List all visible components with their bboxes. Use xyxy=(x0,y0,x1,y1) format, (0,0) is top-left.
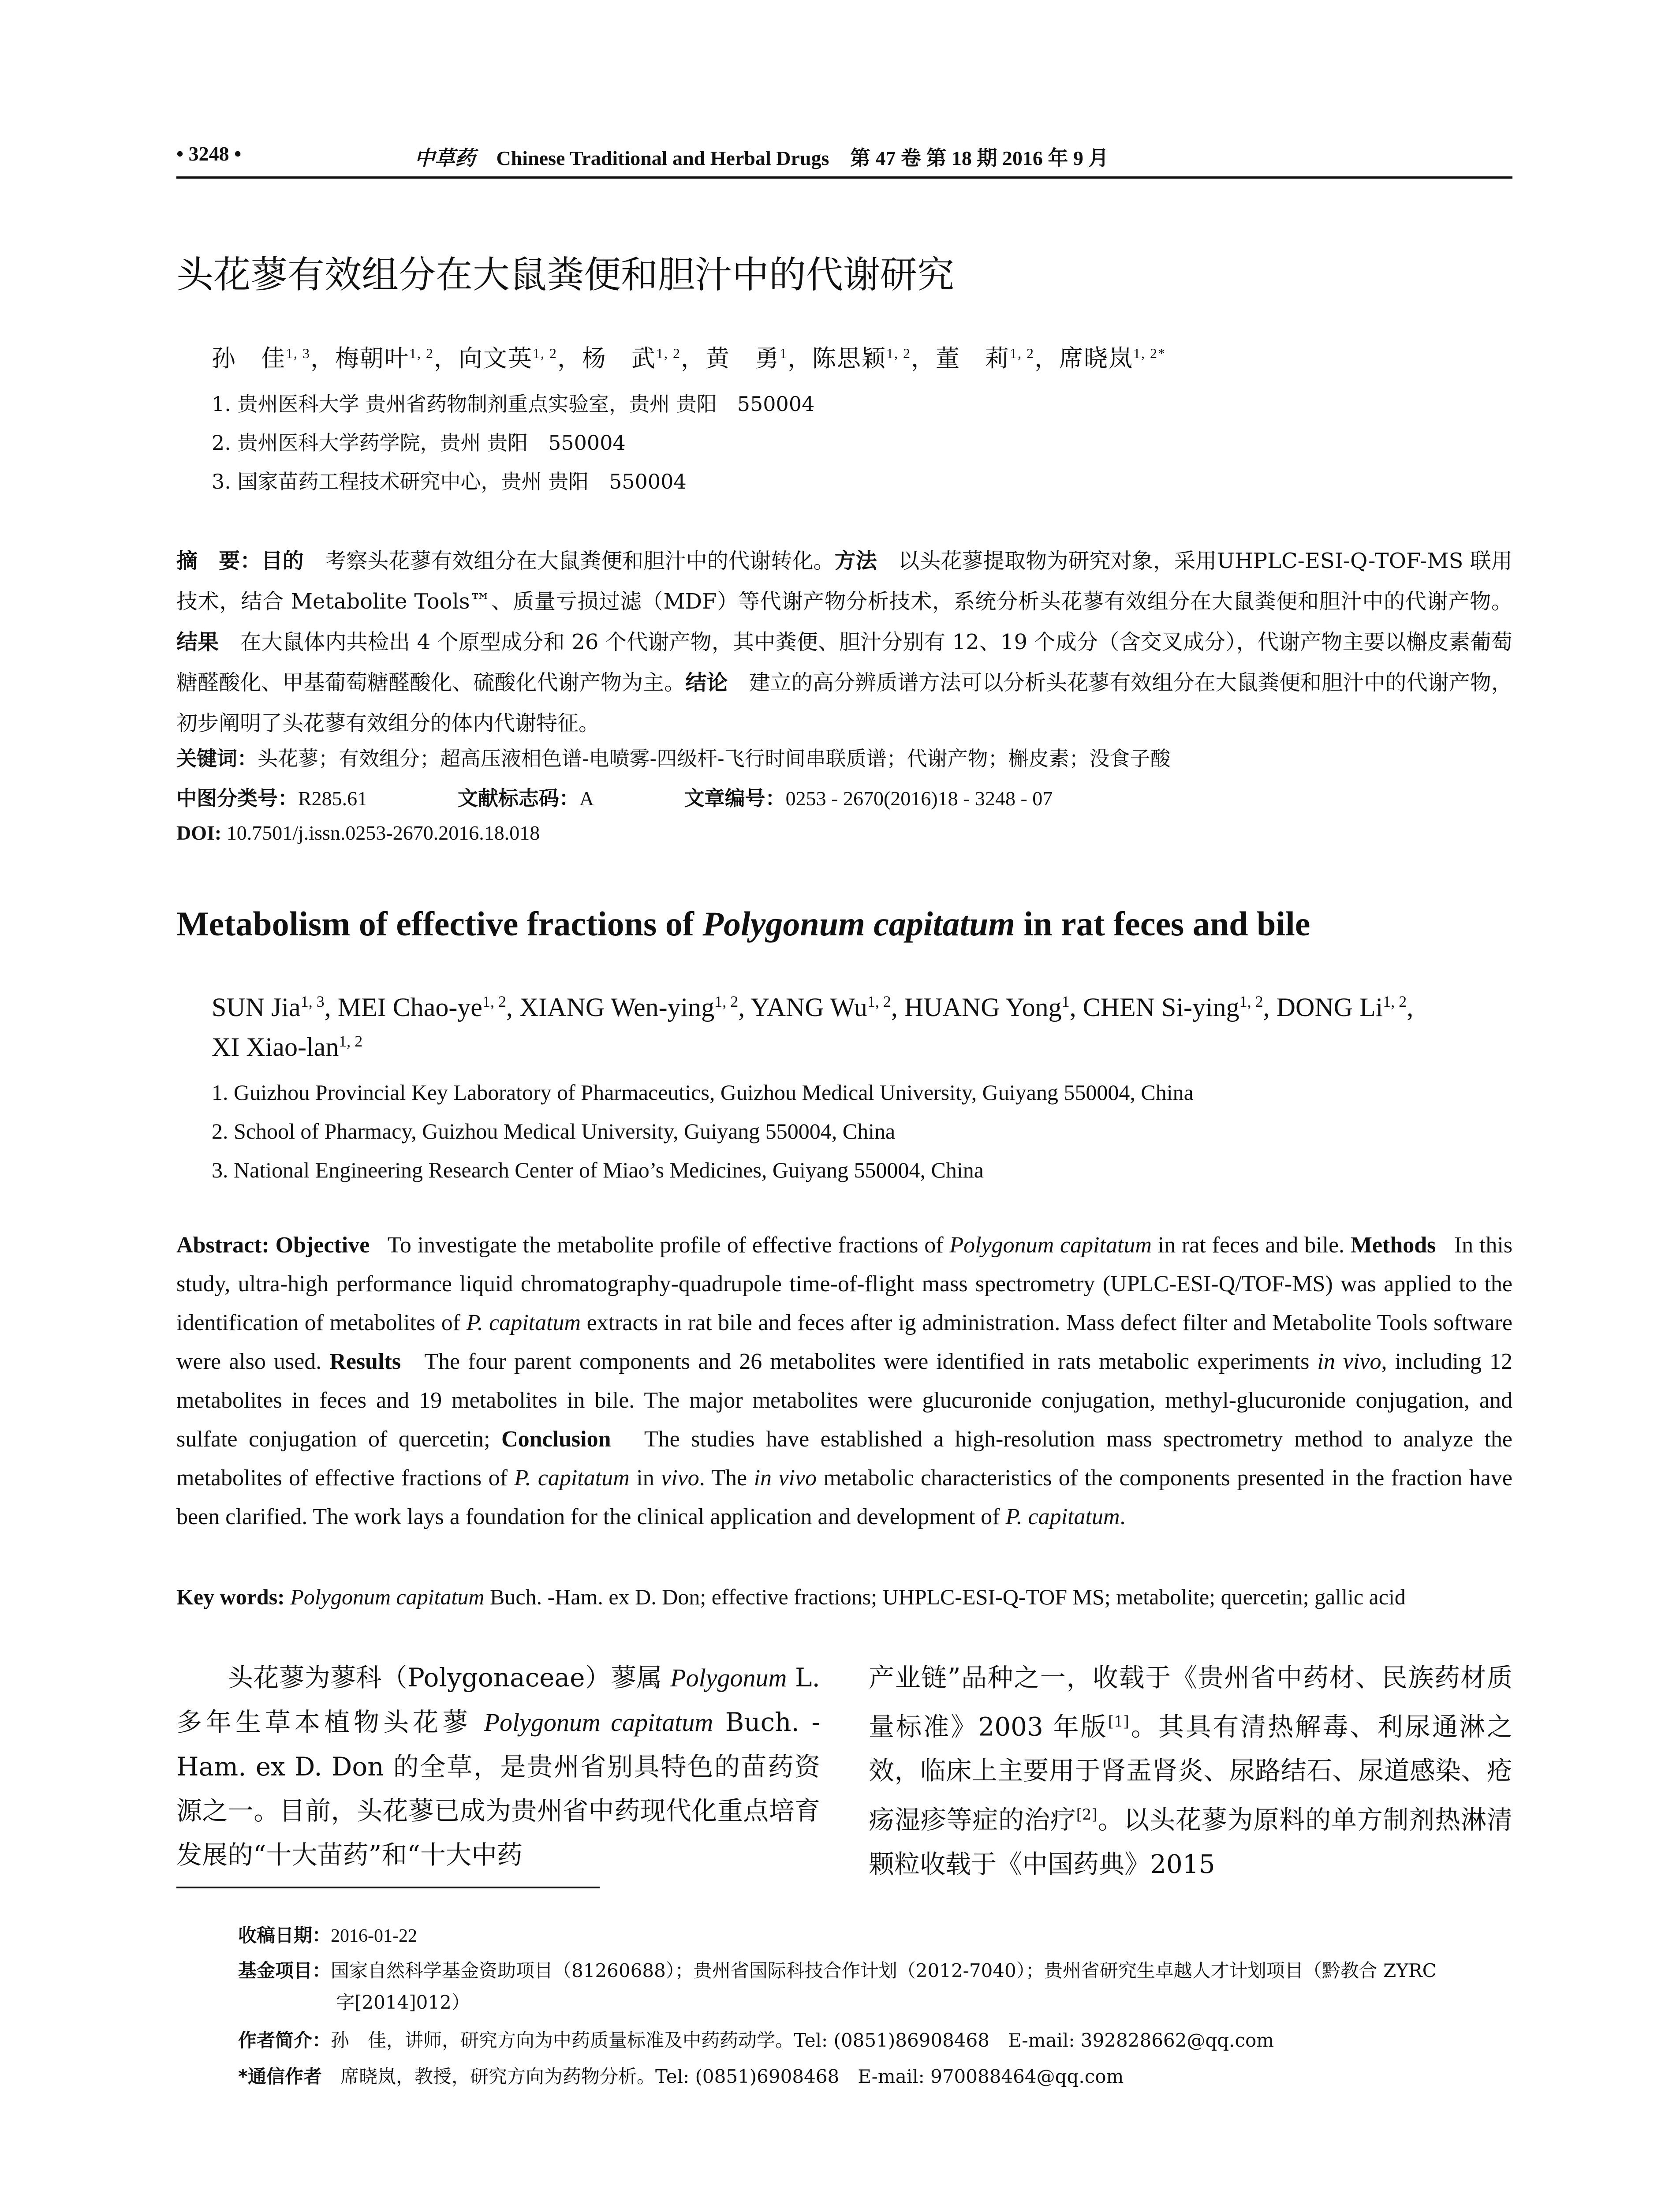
title-en xyxy=(176,904,1310,944)
body-left-text-2: L. 多年生草本植物头花蓼 xyxy=(176,1663,820,1737)
cn-author-sup-1: 1, 2 xyxy=(409,345,434,361)
body-left-text-1: 头花蓼为蓼科（Polygonaceae）蓼属 xyxy=(228,1663,671,1693)
conclusion-en-vivo: vivo xyxy=(661,1465,699,1491)
en-author-1: MEI Chao-ye xyxy=(337,993,482,1022)
title-en-post: in rat feces and bile xyxy=(1015,904,1310,943)
cn-author-6: 董 莉 xyxy=(936,344,1010,372)
objective-en-post: in rat feces and bile. xyxy=(1151,1233,1345,1258)
cn-author-sup-6: 1, 2 xyxy=(1010,345,1034,361)
conclusion-en: The studies have established a high-resolution mass spectrometry method to analyze the metabolites of effective fractions of xyxy=(176,1427,1512,1491)
en-author-sep-4: , xyxy=(1069,993,1083,1022)
cn-author-sup-3: 1, 2 xyxy=(656,345,681,361)
keywords-en-label: Key words: xyxy=(176,1585,285,1609)
conclusion-en-species-1: P. capitatum xyxy=(514,1465,630,1491)
results-en: The four parent components and 26 metabolites were identified in rats metabolic experiments xyxy=(424,1349,1318,1374)
body-right-text-2: 。其具有清热解毒、利尿通淋之效，临床上主要用于肾盂肾炎、尿路结石、尿道感染、疮疡湿疹等症的治疗 xyxy=(869,1712,1512,1835)
conclusion-cn-label: 结论 xyxy=(685,670,728,695)
page-number: • 3248 • xyxy=(176,142,242,165)
en-author-sep-1: , xyxy=(506,993,519,1022)
received-date: 2016-01-22 xyxy=(331,1926,417,1946)
en-author-sep-0: , xyxy=(324,993,338,1022)
methods-en-species: P. capitatum xyxy=(466,1310,581,1335)
en-author-sup-6: 1, 2 xyxy=(1383,993,1407,1010)
affiliation-en-1: 1. Guizhou Provincial Key Laboratory of Pharmaceutics, Guizhou Medical University, Guiyang 550004, China xyxy=(212,1080,1194,1105)
keywords-en-species: Polygonum capitatum xyxy=(290,1585,485,1609)
cn-author-3: 杨 武 xyxy=(582,344,656,372)
method-cn-label: 方法 xyxy=(834,549,877,573)
methods-en-post: extracts in rat bile and feces after ig administration. Mass defect filter and Metabolite Tools software were also used. xyxy=(176,1310,1512,1374)
body-left-text-3: Buch. -Ham. ex D. Don 的全草，是贵州省别具特色的苗药资源之一。目前，头花蓼已成为贵州省中药现代化重点培育发展的“十大苗药”和“十大中药 xyxy=(176,1707,820,1870)
keywords-cn-label: 关键词： xyxy=(176,747,258,770)
objective-cn-label: 目的 xyxy=(261,549,304,573)
affiliation-cn-2: 2. 贵州医科大学药学院，贵州 贵阳 550004 xyxy=(212,431,626,455)
objective-en-species: Polygonum capitatum xyxy=(949,1233,1152,1258)
journal-name: Chinese Traditional and Herbal Drugs xyxy=(496,147,829,169)
conclusion-en-mid-1: in xyxy=(629,1465,661,1491)
en-author-sep-6: , xyxy=(1407,993,1414,1022)
cn-author-sep-5: ， xyxy=(911,344,936,372)
fund-text: 国家自然科学基金资助项目（81260688）；贵州省国际科技合作计划（2012-7040）；贵州省研究生卓越人才计划项目（黔教合 ZYRC xyxy=(331,1960,1437,1981)
cn-author-0: 孙 佳 xyxy=(212,344,286,372)
keywords-cn-text: 头花蓼；有效组分；超高压液相色谱-电喷雾-四级杆-飞行时间串联质谱；代谢产物；槲皮素；没食子酸 xyxy=(258,747,1171,770)
en-author-sup-2: 1, 2 xyxy=(714,993,739,1010)
cn-author-5: 陈思颖 xyxy=(812,344,886,372)
conclusion-en-post: . xyxy=(1120,1504,1126,1529)
results-en-post: , including 12 metabolites in feces and 19 metabolites in bile. The major metabolites were glucuronide conjugation, methyl-glucuronide conjugation, and sulfate conjugation of quercetin; xyxy=(176,1349,1513,1452)
footnote-received xyxy=(238,1921,417,1947)
corresponding-text: 席晓岚，教授，研究方向为药物分析。Tel: (0851)6908468 E-mail: 970088464@qq.com xyxy=(340,2066,1124,2087)
en-author-sup-0: 1, 3 xyxy=(300,993,325,1010)
body-paragraph-right xyxy=(869,1656,1512,1886)
en-author-6: DONG Li xyxy=(1276,993,1383,1022)
en2-author-0: XI Xiao-lan xyxy=(212,1032,339,1061)
abstract-cn xyxy=(176,541,1512,744)
cn-author-7: 席晓岚 xyxy=(1059,344,1133,372)
footnote-fund xyxy=(238,1956,1437,1983)
results-en-invivo: in vivo xyxy=(1317,1349,1381,1374)
footnote-rule xyxy=(176,1887,600,1888)
authors-en-line1 xyxy=(212,992,1413,1023)
title-en-pre: Metabolism of effective fractions of xyxy=(176,904,703,943)
result-cn: 在大鼠体内共检出 4 个原型成分和 26 个代谢产物，其中粪便、胆汁分别有 12、19 个成分（含交叉成分），代谢产物主要以槲皮素葡萄糖醛酸化、甲基葡萄糖醛酸化、硫酸化代谢产物为主。 xyxy=(176,630,1512,695)
body-column-left xyxy=(176,1656,820,1877)
body-left-genus: Polygonum xyxy=(670,1663,787,1692)
citation-1: [1] xyxy=(1108,1713,1129,1730)
artno-label: 文章编号： xyxy=(684,786,786,810)
title-en-species: Polygonum capitatum xyxy=(702,904,1015,943)
objective-cn: 考察头花蓼有效组分在大鼠粪便和胆汁中的代谢转化。 xyxy=(325,549,835,573)
abstract-en-label: Abstract: xyxy=(176,1233,269,1258)
running-header xyxy=(176,142,1512,177)
en-author-2: XIANG Wen-ying xyxy=(519,993,715,1022)
corresponding-label: *通信作者 xyxy=(238,2066,322,2087)
affiliation-en-3: 3. National Engineering Research Center of Miao’s Medicines, Guiyang 550004, China xyxy=(212,1158,984,1182)
doccode-label: 文献标志码： xyxy=(457,786,579,810)
keywords-en-text: Buch. -Ham. ex D. Don; effective fractions; UHPLC-ESI-Q-TOF MS; metabolite; quercetin; gallic acid xyxy=(484,1585,1406,1609)
fund-label: 基金项目： xyxy=(238,1960,331,1981)
cn-author-sep-0: ， xyxy=(310,344,335,372)
conclusion-en-mid-2: . The xyxy=(699,1465,754,1491)
doi-value: 10.7501/j.issn.0253-2670.2016.18.018 xyxy=(226,822,540,844)
methods-en: In this study, ultra-high performance liquid chromatography-quadrupole time-of-flight mass spectrometry (UPLC-ESI-Q/TOF-MS) was applied to the identification of metabolites of xyxy=(176,1233,1513,1335)
header-rule xyxy=(176,176,1512,179)
footnote-fund-cont: 字[2014]012） xyxy=(336,1992,470,2013)
abstract-cn-label: 摘 要： xyxy=(176,549,261,573)
journal-logo: 中草药 xyxy=(414,146,475,170)
journal-line xyxy=(414,142,1109,171)
cn-author-sup-0: 1, 3 xyxy=(286,345,310,361)
en2-author-sup-0: 1, 2 xyxy=(339,1032,363,1050)
cn-author-sup-4: 1 xyxy=(780,345,788,361)
author-bio-label: 作者简介： xyxy=(238,2029,331,2051)
keywords-en xyxy=(176,1584,1512,1610)
keywords-cn xyxy=(176,743,1171,772)
conclusion-en-invivo: in vivo xyxy=(754,1465,817,1491)
received-label: 收稿日期： xyxy=(238,1925,331,1946)
en-author-sup-1: 1, 2 xyxy=(482,993,506,1010)
clc-label: 中图分类号： xyxy=(176,786,298,810)
en-author-0: SUN Jia xyxy=(212,993,301,1022)
body-left-species: Polygonum capitatum xyxy=(484,1708,713,1737)
cn-author-sep-1: ， xyxy=(434,344,459,372)
cn-author-sep-3: ， xyxy=(681,344,706,372)
en-author-sep-5: , xyxy=(1263,993,1277,1022)
body-column-right xyxy=(869,1656,1512,1886)
conclusion-en-mid-3: metabolic characteristics of the components presented in the fraction have been clarified. The work lays a foundation for the clinical application and development of xyxy=(176,1465,1513,1529)
body-paragraph-left xyxy=(176,1656,820,1877)
cn-author-sep-4: ， xyxy=(788,344,812,372)
en-author-4: HUANG Yong xyxy=(904,993,1062,1022)
en-author-sep-3: , xyxy=(891,993,904,1022)
footnote-author xyxy=(238,2026,1274,2052)
en-author-sep-2: , xyxy=(738,993,751,1022)
en-author-3: YANG Wu xyxy=(750,993,867,1022)
authors-cn xyxy=(212,340,1166,374)
en-author-sup-5: 1, 2 xyxy=(1239,993,1263,1010)
method-cn: 以头花蓼提取物为研究对象，采用UHPLC-ESI-Q-TOF-MS 联用技术，结合 Metabolite Tools™、质量亏损过滤（MDF）等代谢产物分析技术，系统分析头花蓼有效组分在大鼠粪便和胆汁中的代谢产物。 xyxy=(176,549,1512,614)
body-right-text-3: 。以头花蓼为原料的单方制剂热淋清颗粒收载于《中国药典》2015 xyxy=(869,1805,1512,1879)
methods-en-label: Methods xyxy=(1350,1233,1436,1258)
doi-label: DOI: xyxy=(176,822,222,844)
en-author-sup-3: 1, 2 xyxy=(867,993,891,1010)
cn-author-sup-2: 1, 2 xyxy=(533,345,557,361)
en-author-sup-4: 1 xyxy=(1061,993,1070,1010)
cn-author-4: 黄 勇 xyxy=(706,344,780,372)
results-en-label: Results xyxy=(329,1349,401,1374)
result-cn-label: 结果 xyxy=(176,630,219,654)
clc-value: R285.61 xyxy=(298,787,368,810)
journal-issue: 第 47 卷 第 18 期 2016 年 9 月 xyxy=(850,147,1109,169)
affiliation-cn-1: 1. 贵州医科大学 贵州省药物制剂重点实验室，贵州 贵阳 550004 xyxy=(212,392,815,416)
citation-2: [2] xyxy=(1076,1806,1098,1824)
affiliation-cn-3: 3. 国家苗药工程技术研究中心，贵州 贵阳 550004 xyxy=(212,470,687,493)
title-cn: 头花蓼有效组分在大鼠粪便和胆汁中的代谢研究 xyxy=(176,253,955,296)
doccode-value: A xyxy=(579,787,594,810)
cn-author-2: 向文英 xyxy=(459,344,533,372)
classification-row xyxy=(176,782,1053,811)
objective-en: To investigate the metabolite profile of effective fractions of xyxy=(387,1233,950,1258)
cn-author-sup-7: 1, 2* xyxy=(1133,345,1166,361)
conclusion-en-species-2: P. capitatum xyxy=(1005,1504,1120,1529)
body-right-text-1: 产业链”品种之一，收载于《贵州省中药材、民族药材质量标准》2003 年版 xyxy=(869,1663,1512,1742)
cn-author-1: 梅朝叶 xyxy=(335,344,409,372)
objective-en-label: Objective xyxy=(275,1233,370,1258)
cn-author-sep-2: ， xyxy=(557,344,582,372)
en-author-5: CHEN Si-ying xyxy=(1083,993,1239,1022)
cn-author-sep-6: ， xyxy=(1034,344,1059,372)
artno-value: 0253 - 2670(2016)18 - 3248 - 07 xyxy=(785,787,1053,810)
authors-en-line2 xyxy=(212,1032,362,1062)
abstract-en xyxy=(176,1226,1512,1536)
affiliation-en-2: 2. School of Pharmacy, Guizhou Medical University, Guiyang 550004, China xyxy=(212,1119,896,1144)
conclusion-cn: 建立的高分辨质谱方法可以分析头花蓼有效组分在大鼠粪便和胆汁中的代谢产物，初步阐明了头花蓼有效组分的体内代谢特征。 xyxy=(176,670,1512,736)
footnote-corresponding xyxy=(238,2062,1124,2089)
conclusion-en-label: Conclusion xyxy=(501,1427,611,1452)
author-bio: 孙 佳，讲师，研究方向为中药质量标准及中药药动学。Tel: (0851)86908468 E-mail: 392828662@qq.com xyxy=(331,2029,1274,2051)
cn-author-sup-5: 1, 2 xyxy=(886,345,911,361)
doi-row xyxy=(176,821,540,845)
